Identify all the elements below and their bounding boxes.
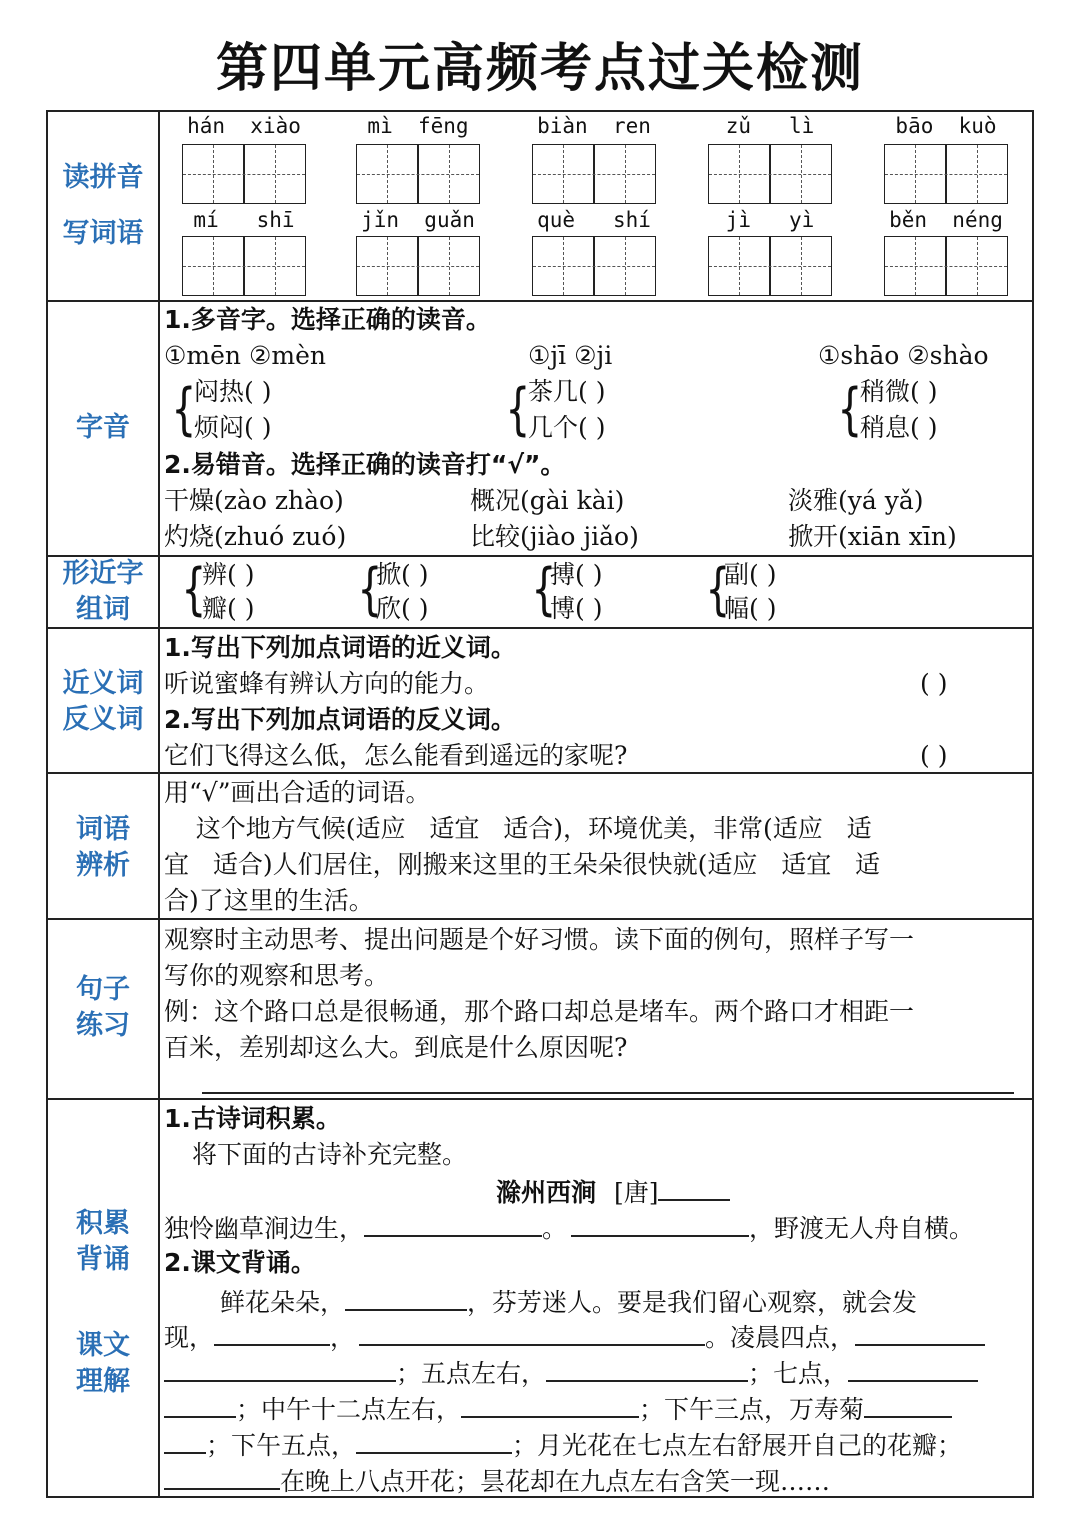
character-writing-box[interactable]: [356, 144, 480, 204]
paragraph-line: 观察时主动思考、提出问题是个好习惯。读下面的例句，照样子写一: [164, 925, 915, 954]
sentence: 听说蜜蜂有辨认方向的能力。: [164, 669, 490, 698]
instruction: 将下面的古诗补充完整。: [192, 1140, 468, 1169]
sentence: 它们飞得这么低，怎么能看到遥远的家呢?: [164, 741, 628, 770]
pinyin-label: mì fēng: [367, 114, 469, 138]
pinyin-label: jǐn guǎn: [361, 208, 475, 232]
label-line: 读拼音: [62, 162, 144, 193]
recite-text: 在晚上八点开花；昙花却在九点左右含笑一现……: [280, 1467, 831, 1496]
fill-blank[interactable]: [855, 1318, 985, 1346]
question-heading: 1.写出下列加点词语的近义词。: [164, 633, 516, 662]
answer-blank[interactable]: ( ): [920, 741, 948, 770]
fill-blank[interactable]: [461, 1390, 639, 1418]
fill-blank[interactable]: [164, 1354, 396, 1382]
page-title: 第四单元高频考点过关检测: [215, 39, 864, 99]
instruction: 用“√”画出合适的词语。: [164, 778, 431, 807]
recite-line: [164, 1283, 917, 1321]
question-heading: 2.课文背诵。: [164, 1248, 316, 1277]
brace-icon: {: [181, 557, 207, 622]
brace-icon: {: [505, 377, 531, 442]
character-writing-box[interactable]: [884, 144, 1008, 204]
recite-text: ；下午五点，: [206, 1431, 357, 1460]
label-line: 练习: [76, 1010, 130, 1041]
answer-blank[interactable]: 幅( ): [724, 594, 777, 623]
poem-title: 滁州西涧: [496, 1178, 597, 1207]
pronunciation-choice[interactable]: 淡雅(yá yǎ): [788, 486, 924, 515]
recite-line: [164, 1354, 978, 1392]
label-line: 词语: [76, 814, 130, 845]
author-blank[interactable]: [658, 1173, 730, 1201]
recite-text: 现，: [164, 1323, 215, 1352]
poem-text: 独怜幽草涧边生，: [164, 1214, 365, 1243]
label-juzi: [48, 972, 158, 1044]
brace-icon: {: [531, 557, 557, 622]
recite-line: [164, 1390, 952, 1428]
recite-text: ；七点，: [748, 1359, 849, 1388]
character-writing-box[interactable]: [182, 144, 306, 204]
answer-blank[interactable]: 副( ): [724, 560, 777, 589]
label-bianxi: [48, 812, 158, 884]
label-line: 辨析: [76, 850, 130, 881]
answer-blank[interactable]: 茶几( ): [528, 377, 606, 406]
writing-line[interactable]: [202, 1092, 1014, 1094]
question-heading: 2.易错音。选择正确的读音打“√”。: [164, 450, 566, 479]
brace-icon: {: [705, 557, 731, 622]
brace-icon: {: [171, 377, 197, 442]
character-writing-box[interactable]: [182, 236, 306, 296]
paragraph-line: 例：这个路口总是很畅通，那个路口却总是堵车。两个路口才相距一: [164, 997, 915, 1026]
recite-text: ；中午十二点左右，: [236, 1395, 462, 1424]
answer-blank[interactable]: 辨( ): [202, 560, 255, 589]
fill-blank[interactable]: [864, 1390, 952, 1418]
fill-blank[interactable]: [214, 1318, 330, 1346]
fill-blank[interactable]: [345, 1283, 467, 1311]
recite-text: ，: [330, 1323, 356, 1352]
column-divider: [158, 110, 160, 1498]
pinyin-label: biàn ren: [537, 114, 651, 138]
character-writing-box[interactable]: [532, 144, 656, 204]
paragraph-line: 写你的观察和思考。: [164, 961, 390, 990]
answer-blank[interactable]: 几个( ): [528, 413, 606, 442]
poem-text: ，野渡无人舟自横。: [749, 1214, 975, 1243]
label-ziyin: 字音: [76, 412, 130, 443]
character-writing-box[interactable]: [884, 236, 1008, 296]
label-line: 形近字: [62, 558, 144, 589]
answer-blank[interactable]: 稍微( ): [860, 377, 938, 406]
fill-blank[interactable]: [364, 1209, 542, 1237]
answer-blank[interactable]: 稍息( ): [860, 413, 938, 442]
character-writing-box[interactable]: [708, 144, 832, 204]
paragraph-line: 合)了这里的生活。: [164, 886, 374, 915]
poem-heading: [496, 1173, 730, 1211]
label-xingjin: [48, 556, 158, 628]
pinyin-label: hán xiào: [187, 114, 301, 138]
answer-blank[interactable]: 搏( ): [550, 560, 603, 589]
reading-options: ①shāo ②shào: [818, 341, 989, 370]
recite-line: [164, 1426, 962, 1464]
question-heading: 1.多音字。选择正确的读音。: [164, 305, 491, 334]
label-line: 近义词: [62, 668, 144, 699]
pronunciation-choice[interactable]: 掀开(xiān xīn): [788, 522, 957, 551]
pinyin-label: jì yì: [725, 208, 815, 232]
paragraph-line: 百米，差别却这么大。到底是什么原因呢?: [164, 1033, 628, 1062]
answer-blank[interactable]: 掀( ): [376, 560, 429, 589]
reading-options: ①jī ②ji: [528, 341, 613, 370]
label-line: 课文: [76, 1330, 130, 1361]
pronunciation-choice[interactable]: 灼烧(zhuó zuó): [164, 522, 347, 551]
answer-blank[interactable]: 闷热( ): [194, 377, 272, 406]
label-jilei: [48, 1206, 158, 1400]
recite-text: ，芬芳迷人。要是我们留心观察，就会发: [467, 1288, 918, 1317]
recite-text: ；月光花在七点左右舒展开自己的花瓣；: [512, 1431, 963, 1460]
fill-blank[interactable]: [164, 1462, 280, 1490]
row-divider: [46, 1098, 1034, 1100]
label-line: 组词: [76, 594, 130, 625]
poem-text: 。: [542, 1214, 568, 1243]
label-line: 积累: [76, 1208, 130, 1239]
paragraph-line: 这个地方气候(适应 适宜 适合)，环境优美，非常(适应 适: [164, 814, 872, 843]
fill-blank[interactable]: [546, 1354, 748, 1382]
fill-blank[interactable]: [571, 1209, 749, 1237]
poem-dynasty: [唐]: [613, 1178, 659, 1207]
recite-line: [164, 1318, 985, 1356]
label-line: 理解: [76, 1366, 130, 1397]
answer-blank[interactable]: 烦闷( ): [194, 413, 272, 442]
answer-blank[interactable]: 博( ): [550, 594, 603, 623]
recite-text: ；下午三点，万寿菊: [639, 1395, 865, 1424]
fill-blank[interactable]: [848, 1354, 978, 1382]
answer-blank[interactable]: ( ): [920, 669, 948, 698]
label-pinyin: [48, 160, 158, 252]
label-line: 写词语: [62, 218, 144, 249]
label-line: 反义词: [62, 704, 144, 735]
row-divider: [46, 627, 1034, 629]
reading-options: ①mēn ②mèn: [164, 341, 326, 370]
character-writing-box[interactable]: [356, 236, 480, 296]
question-heading: 1.古诗词积累。: [164, 1104, 341, 1133]
label-jinyi: [48, 666, 158, 738]
recite-text: 。凌晨四点，: [705, 1323, 856, 1352]
paragraph-line: 宜 适合)人们居住，刚搬来这里的王朵朵很快就(适应 适宜 适: [164, 850, 881, 879]
character-writing-box[interactable]: [708, 236, 832, 296]
recite-text: ；五点左右，: [396, 1359, 547, 1388]
fill-blank[interactable]: [164, 1390, 236, 1418]
label-line: 句子: [76, 974, 130, 1005]
pinyin-label: běn néng: [889, 208, 1003, 232]
pinyin-label: mí shī: [193, 208, 295, 232]
pinyin-label: què shí: [537, 208, 651, 232]
pronunciation-choice[interactable]: 比较(jiào jiǎo): [470, 522, 639, 551]
fill-blank[interactable]: [164, 1426, 206, 1454]
answer-blank[interactable]: 欣( ): [376, 594, 429, 623]
recite-line: [164, 1462, 830, 1500]
pronunciation-choice[interactable]: 概况(gài kài): [470, 486, 625, 515]
poem-line: [164, 1209, 974, 1247]
answer-blank[interactable]: 瓣( ): [202, 594, 255, 623]
pinyin-label: bāo kuò: [895, 114, 997, 138]
pronunciation-choice[interactable]: 干燥(zào zhào): [164, 486, 344, 515]
character-writing-box[interactable]: [532, 236, 656, 296]
label-line: 背诵: [76, 1244, 130, 1275]
fill-blank[interactable]: [359, 1318, 705, 1346]
fill-blank[interactable]: [356, 1426, 512, 1454]
brace-icon: {: [357, 557, 383, 622]
recite-text: 鲜花朵朵，: [220, 1288, 346, 1317]
brace-icon: {: [837, 377, 863, 442]
question-heading: 2.写出下列加点词语的反义词。: [164, 705, 516, 734]
pinyin-label: zǔ lì: [725, 114, 815, 138]
